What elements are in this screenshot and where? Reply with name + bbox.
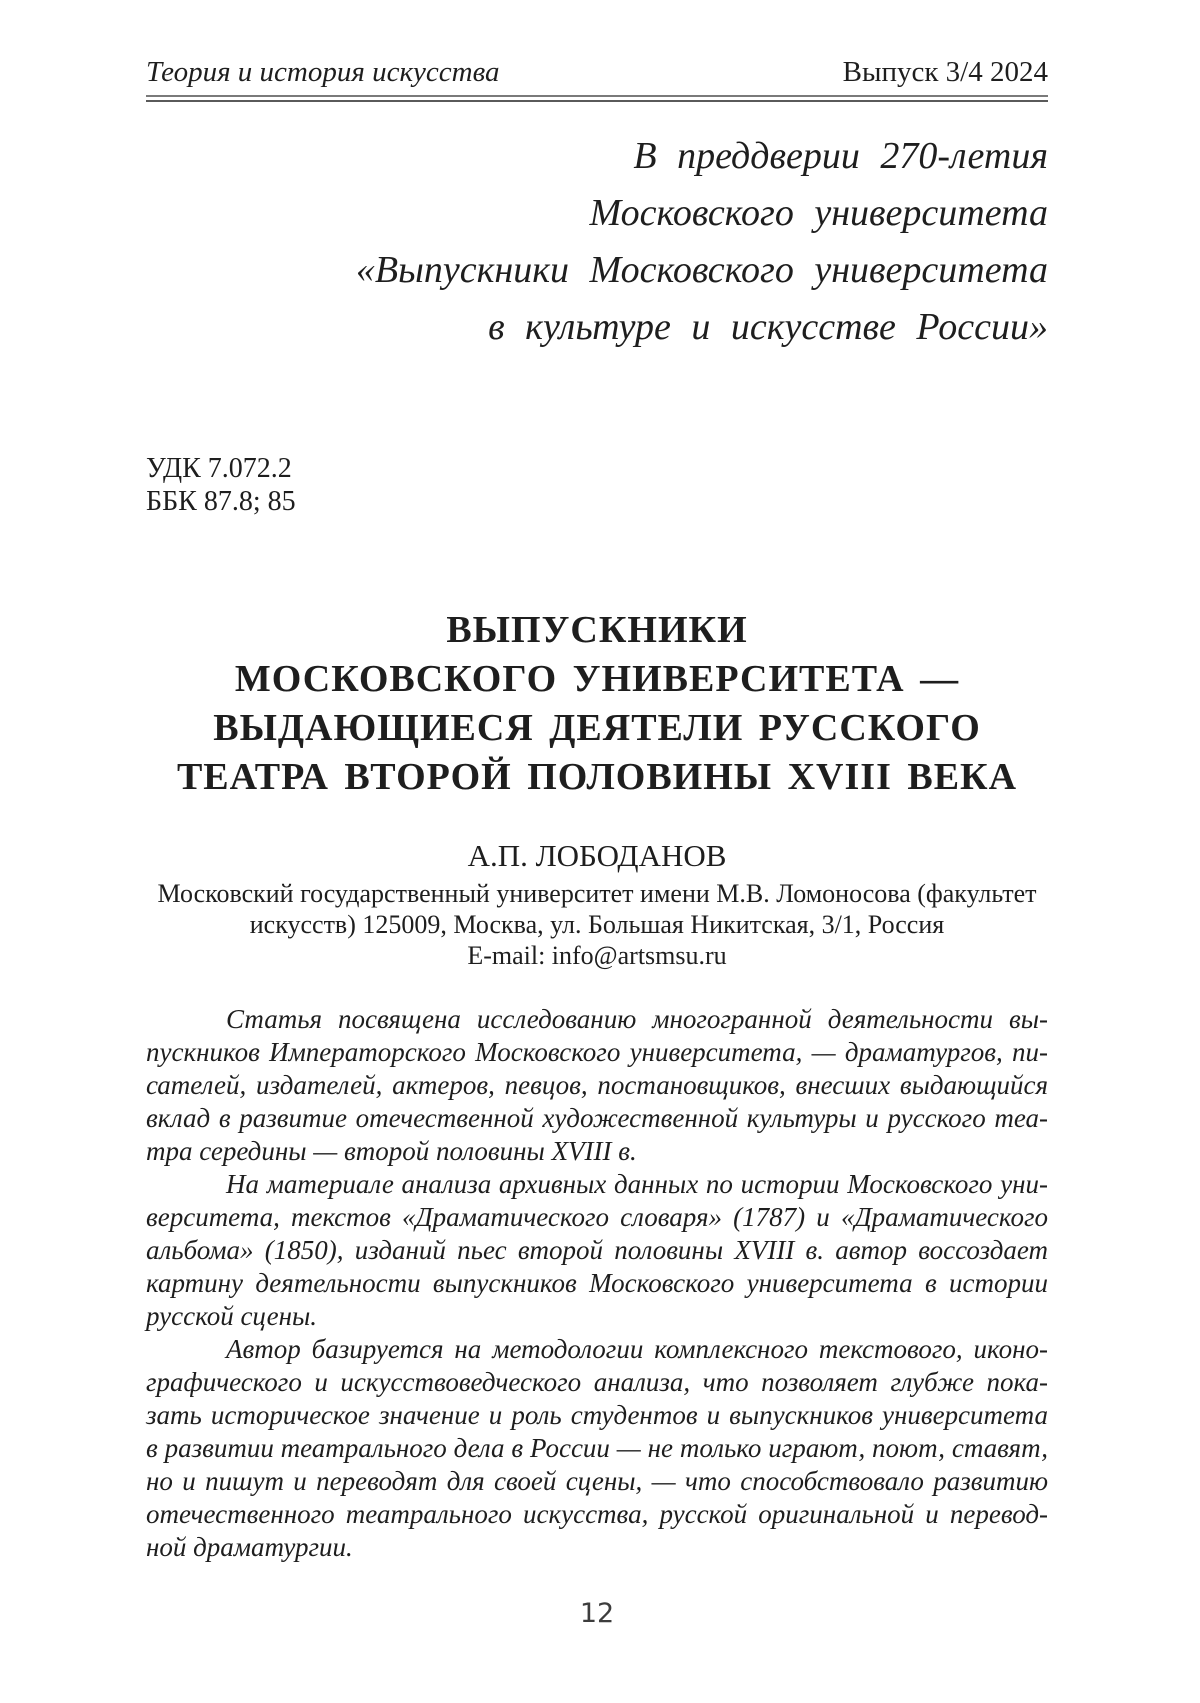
abstract-line: в развитии театрального дела в России — не только играют, поют, ставят, <box>146 1433 1048 1463</box>
abstract-line: сателей, издателей, актеров, певцов, постановщиков, внесших выдающийся <box>146 1070 1048 1100</box>
abstract-line: отечественного театрального искусства, русской оригинальной и перевод- <box>146 1499 1048 1529</box>
running-header <box>146 55 1048 89</box>
header-double-rule <box>146 95 1048 102</box>
author-affiliation <box>146 878 1048 971</box>
epigraph-line: Московского университета <box>589 192 1048 234</box>
title-line: МОСКОВСКОГО УНИВЕРСИТЕТА — <box>234 658 960 700</box>
running-header-section: Теория и история искусства <box>146 56 500 88</box>
abstract-line: зать историческое значение и роль студентов и выпускников университета <box>146 1400 1048 1430</box>
abstract-line: тра середины — второй половины XVIII в. <box>146 1136 637 1166</box>
abstract-line: альбома» (1850), изданий пьес второй половины XVIII в. автор воссоздает <box>146 1235 1048 1265</box>
abstract <box>146 1003 1048 1564</box>
abstract-paragraph <box>146 1168 1048 1333</box>
abstract-line: графического и искусствоведческого анализа, что позволяет глубже пока- <box>146 1367 1048 1397</box>
abstract-line: но и пишут и переводят для своей сцены, — что способствовало развитию <box>146 1466 1048 1496</box>
epigraph-line: В преддверии 270-летия <box>633 135 1048 177</box>
abstract-line: русской сцены. <box>146 1301 318 1331</box>
abstract-line: На материале анализа архивных данных по истории Московского уни- <box>226 1169 1048 1199</box>
running-header-issue: Выпуск 3/4 2024 <box>842 56 1048 88</box>
abstract-line: ной драматургии. <box>146 1532 353 1562</box>
affiliation-line: искусств) 125009, Москва, ул. Большая Никитская, 3/1, Россия <box>249 910 945 939</box>
abstract-line: вклад в развитие отечественной художественной культуры и русского теа- <box>146 1103 1048 1133</box>
abstract-paragraph <box>146 1003 1048 1168</box>
bbk-code: ББК 87.8; 85 <box>146 486 296 517</box>
title-line: ВЫДАЮЩИЕСЯ ДЕЯТЕЛИ РУССКОГО <box>213 707 981 749</box>
article-title <box>146 606 1048 802</box>
author-email: E-mail: info@artsmsu.ru <box>467 941 727 970</box>
abstract-line: Статья посвящена исследованию многогранной деятельности вы- <box>226 1004 1048 1034</box>
abstract-line: пускников Императорского Московского университета, — драматургов, пи- <box>146 1037 1048 1067</box>
classification-block <box>146 452 1048 518</box>
epigraph <box>146 128 1048 356</box>
epigraph-line: «Выпускники Московского университета <box>355 249 1048 291</box>
abstract-line: верситета, текстов «Драматического словаря» (1787) и «Драматического <box>146 1202 1048 1232</box>
udc-code: УДК 7.072.2 <box>146 453 292 484</box>
page-number: 12 <box>579 1598 615 1629</box>
abstract-line: Автор базируется на методологии комплексного текстового, иконо- <box>226 1334 1048 1364</box>
abstract-line: картину деятельности выпускников Московского университета в истории <box>146 1268 1048 1298</box>
title-line: ТЕАТРА ВТОРОЙ ПОЛОВИНЫ XVIII ВЕКА <box>176 756 1018 798</box>
affiliation-line: Московский государственный университет имени М.В. Ломоносова (факультет <box>157 879 1037 908</box>
abstract-paragraph <box>146 1333 1048 1564</box>
author-name: А.П. ЛОБОДАНОВ <box>467 838 727 873</box>
title-line: ВЫПУСКНИКИ <box>446 609 748 651</box>
epigraph-line: в культуре и искусстве России» <box>488 306 1048 348</box>
